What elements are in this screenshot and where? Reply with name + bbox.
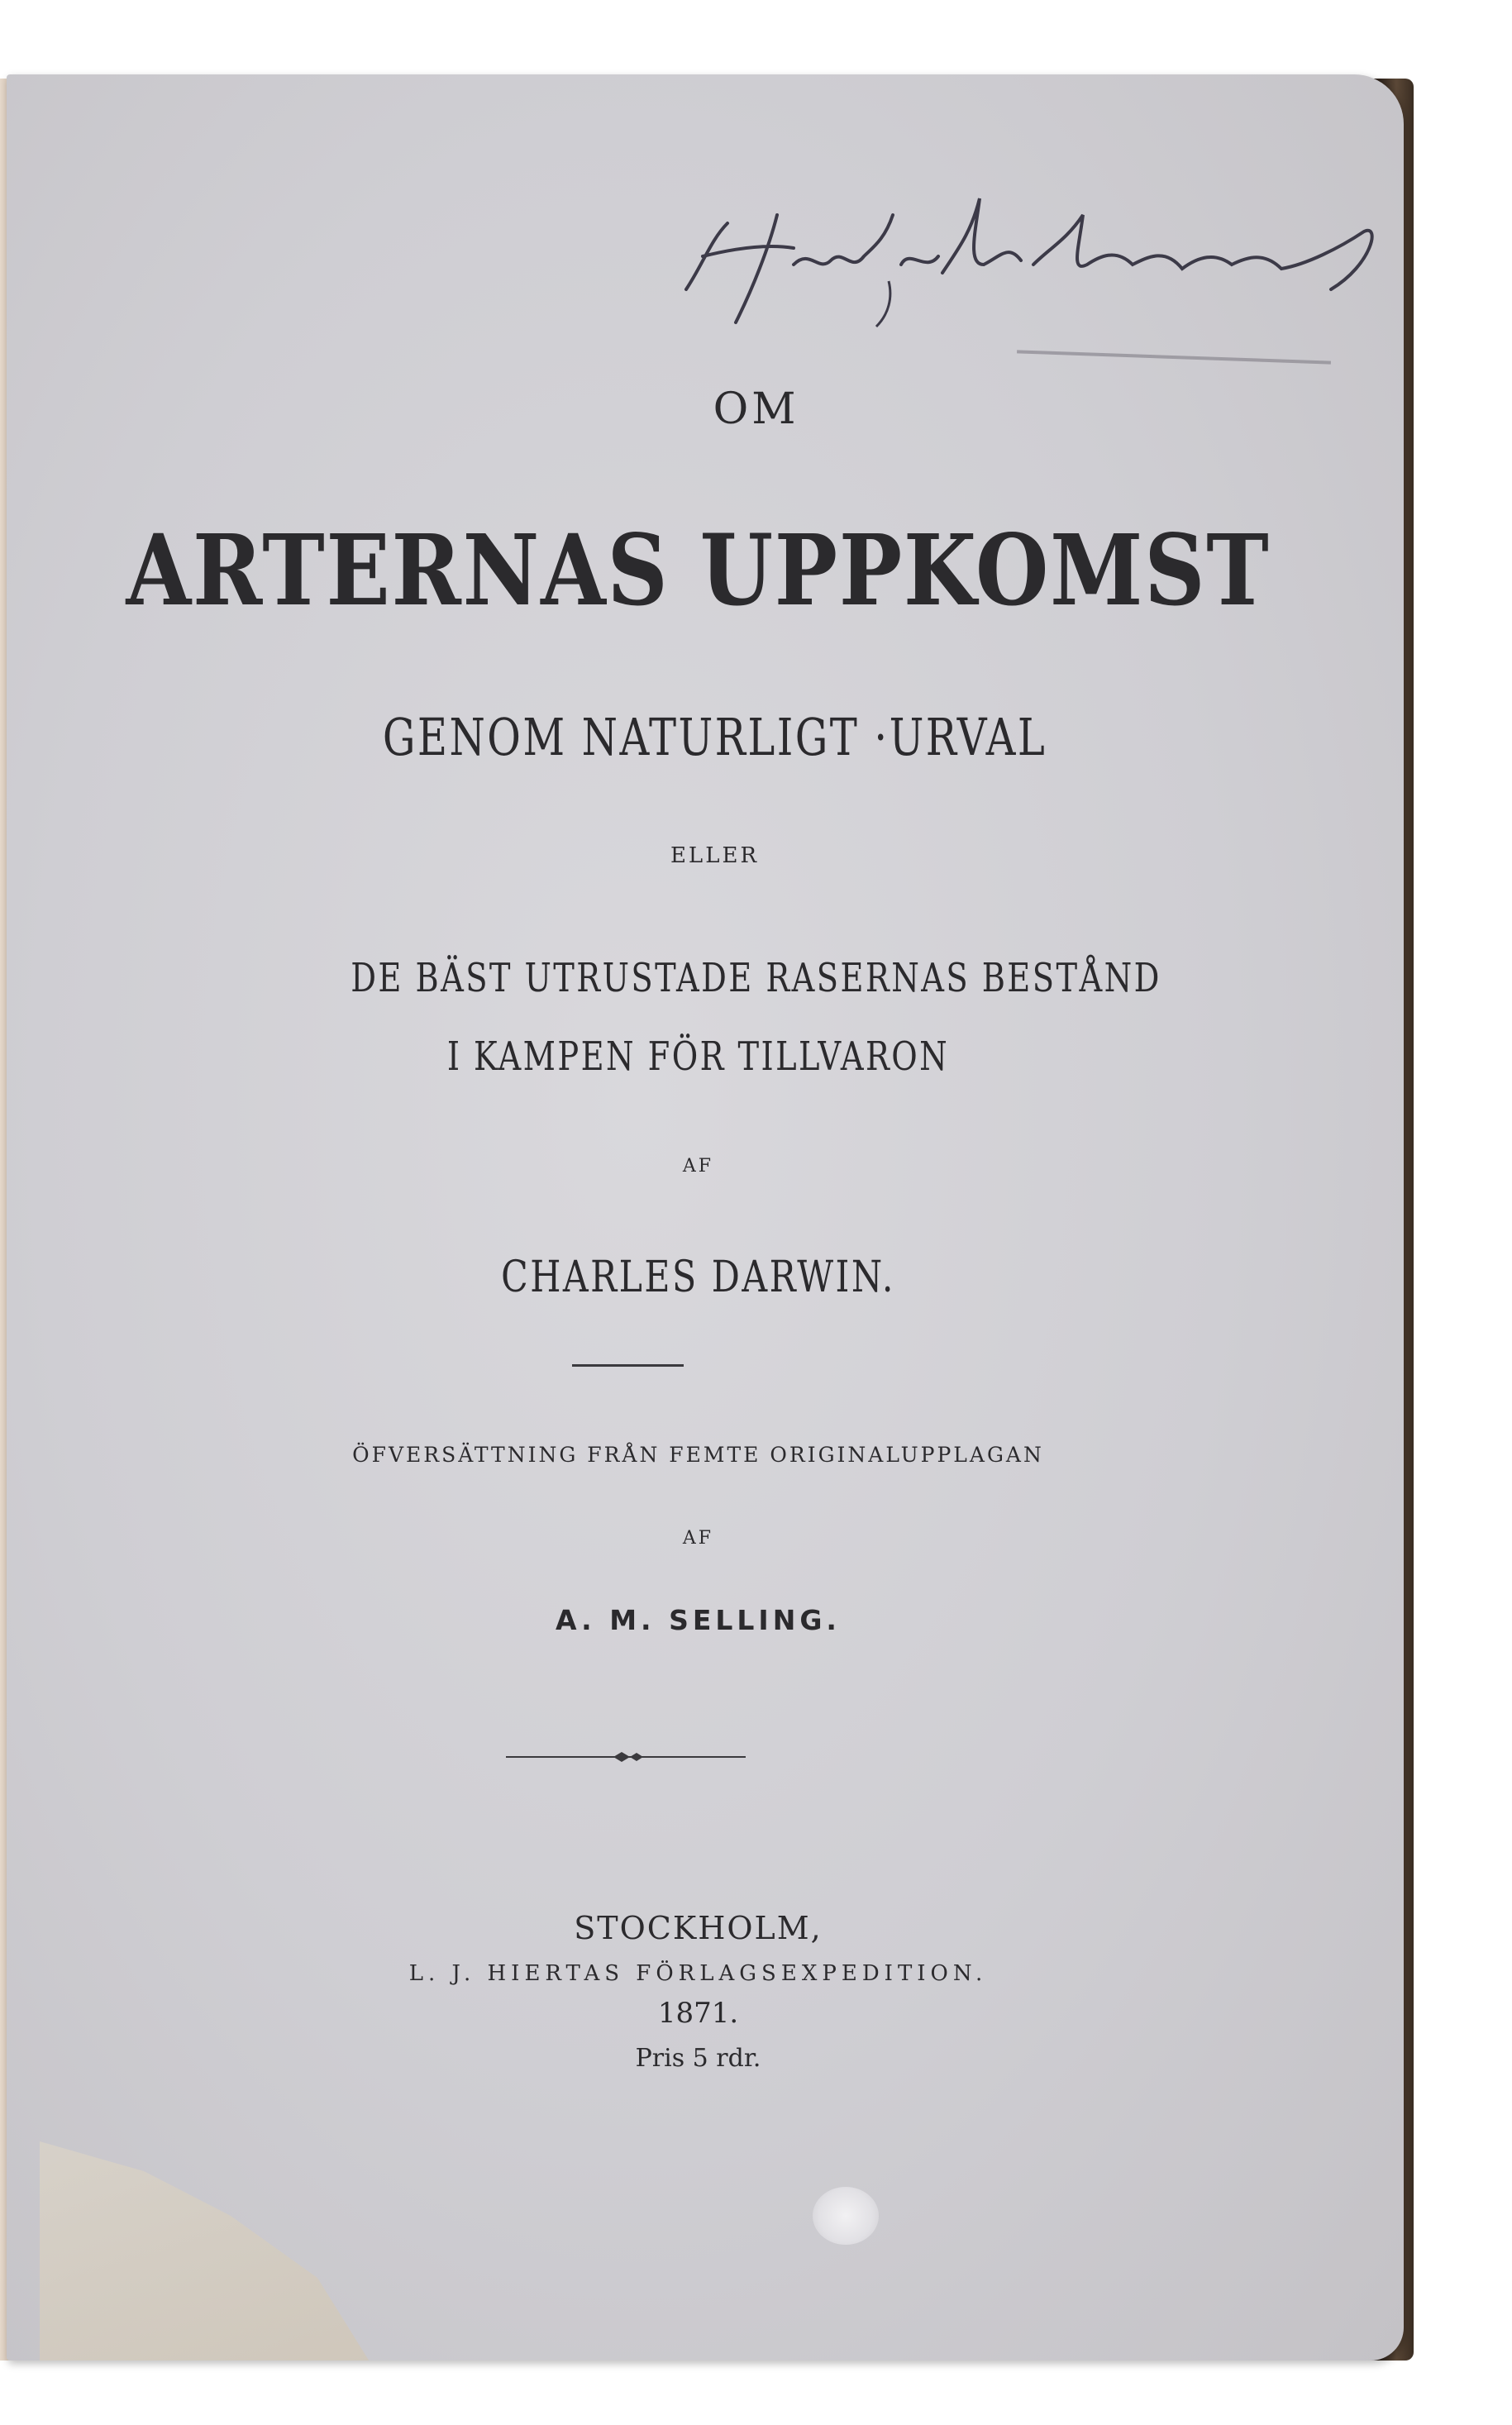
author-name: CHARLES DARWIN.	[501, 1253, 895, 1302]
alt-title-line2: I KAMPEN FÖR TILLVARON	[446, 1033, 950, 1080]
divider-rule	[572, 1364, 684, 1367]
translator-by-label: AF	[682, 1528, 714, 1549]
torn-corner	[40, 2141, 387, 2361]
imprint-city: STOCKHOLM,	[574, 1910, 823, 1946]
alt-title-line1: DE BÄST UTRUSTADE RASERNAS BESTÅND	[351, 955, 1161, 1001]
paper-stain	[813, 2187, 879, 2245]
title-om: OM	[713, 384, 799, 434]
translation-note: ÖFVERSÄTTNING FRÅN FEMTE ORIGINALUPPLAGAN	[352, 1443, 1044, 1467]
handwritten-signature	[653, 165, 1397, 331]
subtitle: GENOM NATURLIGT ·URVAL	[382, 707, 1047, 767]
imprint-publisher: L. J. HIERTAS FÖRLAGSEXPEDITION.	[408, 1961, 988, 1986]
conjunction-eller: ELLER	[670, 843, 760, 868]
ornamental-rule	[506, 1749, 746, 1765]
price-label: Pris 5 rdr.	[635, 2044, 761, 2073]
imprint-year: 1871.	[657, 1997, 739, 2030]
by-label: AF	[682, 1156, 714, 1177]
translator-name: A. M. SELLING.	[556, 1604, 841, 1636]
main-title: ARTERNAS UPPKOMST	[126, 513, 1271, 628]
